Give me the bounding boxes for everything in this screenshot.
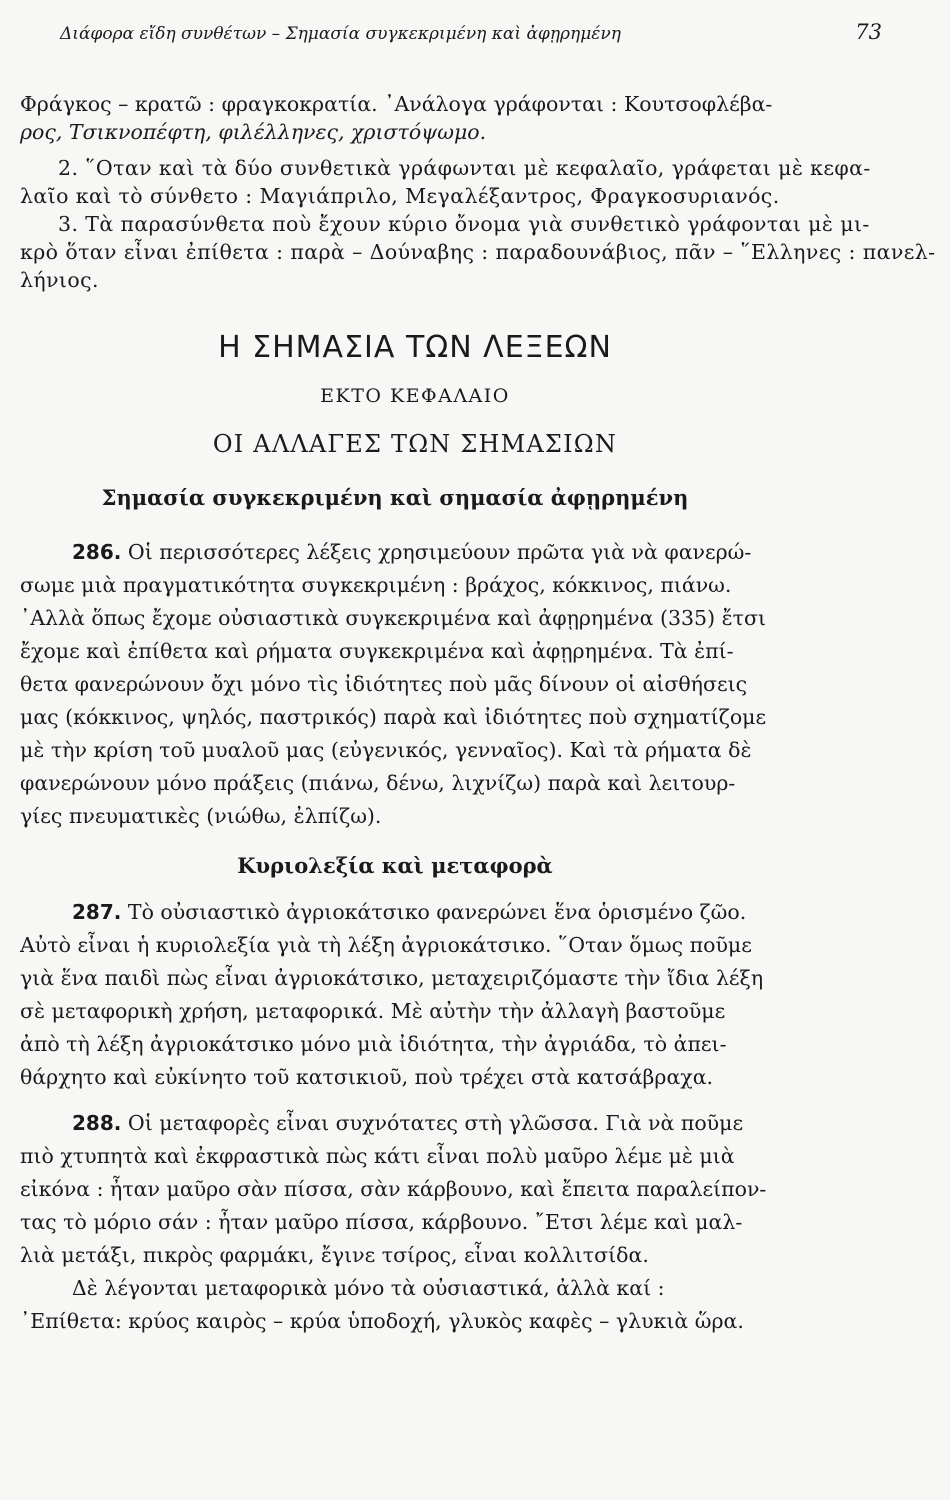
paragraph-line: θάρχητο καὶ εὐκίνητο τοῦ κατσικιοῦ, ποὺ τρέχει στὰ κατσάβραχα. — [20, 1065, 714, 1089]
paragraph-line: εἰκόνα : ἦταν μαῦρο σὰν πίσσα, σὰν κάρβουνο, καὶ ἔπειτα παραλείπον- — [20, 1177, 767, 1201]
paragraph-line: Αὐτὸ εἶναι ἡ κυριολεξία γιὰ τὴ λέξη ἀγριοκάτσικο. ῞Οταν ὅμως ποῦμε — [20, 933, 752, 957]
paragraph-line — [72, 1111, 743, 1135]
paragraph-line: φανερώνουν μόνο πράξεις (πιάνω, δένω, λιχνίζω) παρὰ καὶ λειτουρ- — [20, 771, 736, 795]
section-heading-literal-metaphor: Κυριολεξία καὶ μεταφορὰ — [237, 853, 553, 878]
paragraph-number: 287. — [72, 900, 122, 924]
intro-line-3: 2. ῞Οταν καὶ τὰ δύο συνθετικὰ γράφωνται μὲ κεφαλαῖο, γράφεται μὲ κεφα- — [58, 156, 871, 180]
paragraph-line: πιὸ χτυπητὰ καὶ ἐκφραστικὰ πὼς κάτι εἶναι πολὺ μαῦρο λέμε μὲ μιὰ — [20, 1144, 735, 1168]
intro-line-5: 3. Τὰ παρασύνθετα ποὺ ἔχουν κύριο ὄνομα γιὰ συνθετικὸ γράφονται μὲ μι- — [58, 212, 870, 236]
paragraph-number: 286. — [72, 540, 122, 564]
running-title: Διάφορα εἴδη συνθέτων – Σημασία συγκεκριμένη καὶ ἀφῃρημένη — [60, 24, 621, 44]
paragraph-line — [72, 540, 751, 564]
running-header — [60, 20, 882, 44]
intro-line-2: ρος, Τσικνοπέφτη, φιλέλληνες, χριστόψωμο. — [20, 120, 487, 144]
chapter-subtitle: ΟΙ ΑΛΛΑΓΕΣ ΤΩΝ ΣΗΜΑΣΙΩΝ — [212, 430, 618, 458]
intro-line-6: κρὸ ὅταν εἶναι ἐπίθετα : παρὰ – Δούναβης : παραδουνάβιος, πᾶν – ῞Ελληνες : πανελ- — [20, 240, 936, 264]
paragraph-line: σὲ μεταφορικὴ χρήση, μεταφορικά. Μὲ αὐτὴν τὴν ἀλλαγὴ βαστοῦμε — [20, 999, 726, 1023]
chapter-number: ΕΚΤΟ ΚΕΦΑΛΑΙΟ — [320, 385, 510, 407]
intro-line-1: Φράγκος – κρατῶ : φραγκοκρατία. ᾿Ανάλογα γράφονται : Κουτσοφλέβα- — [20, 92, 773, 116]
paragraph-text: Οἱ μεταφορὲς εἶναι συχνότατες στὴ γλῶσσα. Γιὰ νὰ ποῦμε — [127, 1111, 744, 1135]
paragraph-line — [72, 900, 746, 924]
chapter-title: Η ΣΗΜΑΣΙΑ ΤΩΝ ΛΕΞΕΩΝ — [218, 330, 612, 365]
intro-line-4: λαῖο καὶ τὸ σύνθετο : Μαγιάπριλο, Μεγαλέξαντρος, Φραγκοσυριανός. — [20, 184, 780, 208]
paragraph-line: γιὰ ἕνα παιδὶ πὼς εἶναι ἀγριοκάτσικο, μεταχειριζόμαστε τὴν ἴδια λέξη — [20, 966, 764, 990]
paragraph-line: λιὰ μετάξι, πικρὸς φαρμάκι, ἔγινε τσίρος, εἶναι κολλιτσίδα. — [20, 1243, 649, 1267]
paragraph-line: ἀπὸ τὴ λέξη ἀγριοκάτσικο μόνο μιὰ ἰδιότητα, τὴν ἀγριάδα, τὸ ἀπει- — [20, 1032, 727, 1056]
paragraph-line: Δὲ λέγονται μεταφορικὰ μόνο τὰ οὐσιαστικά, ἀλλὰ καί : — [72, 1276, 665, 1300]
paragraph-line: μας (κόκκινος, ψηλός, παστρικός) παρὰ καὶ ἰδιότητες ποὺ σχηματίζομε — [20, 705, 767, 729]
paragraph-text: Οἱ περισσότερες λέξεις χρησιμεύουν πρῶτα γιὰ νὰ φανερώ- — [127, 540, 752, 564]
paragraph-line: θετα φανερώνουν ὄχι μόνο τὶς ἰδιότητες ποὺ μᾶς δίνουν οἱ αἰσθήσεις — [20, 672, 748, 696]
paragraph-line: τας τὸ μόριο σάν : ἦταν μαῦρο πίσσα, κάρβουνο. ῎Ετσι λέμε καὶ μαλ- — [20, 1210, 743, 1234]
paragraph-number: 288. — [72, 1111, 122, 1135]
paragraph-line: ᾿Επίθετα: κρύος καιρὸς – κρύα ὑποδοχή, γλυκὸς καφὲς – γλυκιὰ ὥρα. — [20, 1309, 744, 1333]
paragraph-line: γίες πνευματικὲς (νιώθω, ἐλπίζω). — [20, 804, 382, 828]
page-number: 73 — [855, 20, 882, 44]
intro-line-7: λήνιος. — [20, 268, 99, 292]
paragraph-line: μὲ τὴν κρίση τοῦ μυαλοῦ μας (εὐγενικός, γενναῖος). Καὶ τὰ ρήματα δὲ — [20, 738, 752, 762]
paragraph-line: ᾿Αλλὰ ὅπως ἔχομε οὐσιαστικὰ συγκεκριμένα καὶ ἀφῃρημένα (335) ἔτσι — [20, 606, 766, 630]
paragraph-text: Τὸ οὐσιαστικὸ ἀγριοκάτσικο φανερώνει ἕνα ὁρισμένο ζῶο. — [127, 900, 747, 924]
paragraph-line: σωμε μιὰ πραγματικότητα συγκεκριμένη : βράχος, κόκκινος, πιάνω. — [20, 573, 732, 597]
section-heading-concrete-abstract: Σημασία συγκεκριμένη καὶ σημασία ἀφῃρημένη — [101, 485, 689, 510]
paragraph-line: ἔχομε καὶ ἐπίθετα καὶ ρήματα συγκεκριμένα καὶ ἀφῃρημένα. Τὰ ἐπί- — [20, 639, 734, 663]
